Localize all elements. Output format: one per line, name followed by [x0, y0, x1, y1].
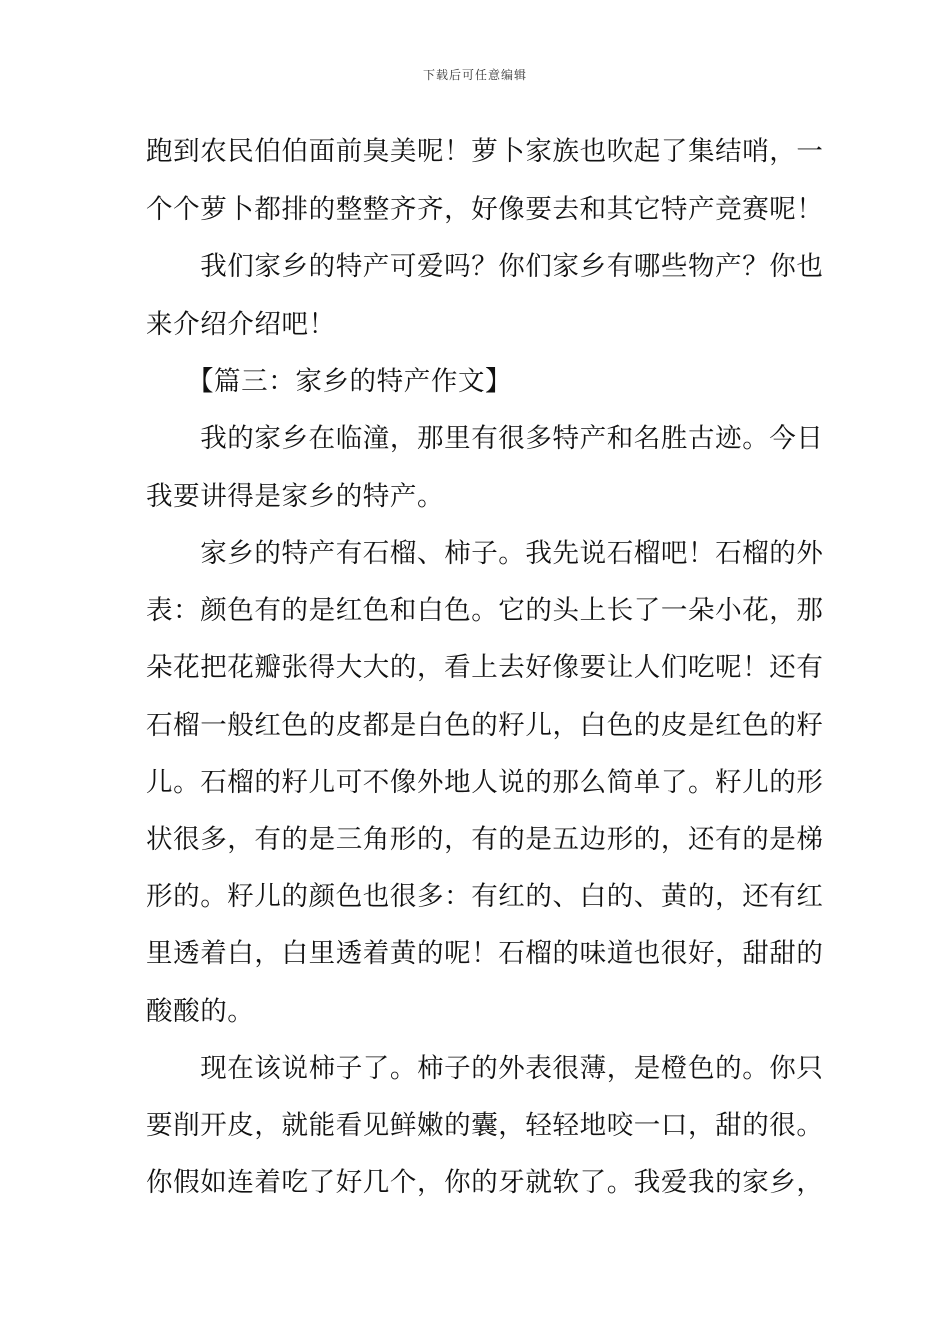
page-header: 下载后可任意编辑	[422, 68, 527, 82]
text-line: 朵花把花瓣张得大大的，看上去好像要让人们吃呢！还有	[146, 652, 824, 683]
text-line: 跑到农民伯伯面前臭美呢！萝卜家族也吹起了集结哨，一	[146, 136, 824, 167]
text-line: 我们家乡的特产可爱吗？你们家乡有哪些物产？你也	[146, 251, 824, 282]
text-line: 要削开皮，就能看见鲜嫩的囊，轻轻地咬一口，甜的很。	[146, 1110, 824, 1141]
text-line: 个个萝卜都排的整整齐齐，好像要去和其它特产竞赛呢！	[146, 194, 824, 225]
text-line: 现在该说柿子了。柿子的外表很薄，是橙色的。你只	[146, 1053, 824, 1084]
text-line: 状很多，有的是三角形的，有的是五边形的，还有的是梯	[146, 824, 824, 855]
text-line: 酸酸的。	[146, 996, 255, 1027]
text-line: 你假如连着吃了好几个，你的牙就软了。我爱我的家乡，	[146, 1167, 824, 1198]
text-line: 儿。石榴的籽儿可不像外地人说的那么简单了。籽儿的形	[146, 767, 824, 798]
text-line: 里透着白，白里透着黄的呢！石榴的味道也很好，甜甜的	[146, 938, 824, 969]
text-line: 家乡的特产有石榴、柿子。我先说石榴吧！石榴的外	[146, 538, 824, 569]
text-line: 石榴一般红色的皮都是白色的籽儿，白色的皮是红色的籽	[146, 710, 824, 741]
section-heading: 【篇三：家乡的特产作文】	[146, 366, 513, 397]
text-line: 来介绍介绍吧！	[146, 309, 336, 340]
text-line: 我要讲得是家乡的特产。	[146, 481, 445, 512]
text-line: 形的。籽儿的颜色也很多：有红的、白的、黄的，还有红	[146, 881, 824, 912]
text-line: 表：颜色有的是红色和白色。它的头上长了一朵小花，那	[146, 595, 824, 626]
text-line: 我的家乡在临潼，那里有很多特产和名胜古迹。今日	[146, 423, 824, 454]
